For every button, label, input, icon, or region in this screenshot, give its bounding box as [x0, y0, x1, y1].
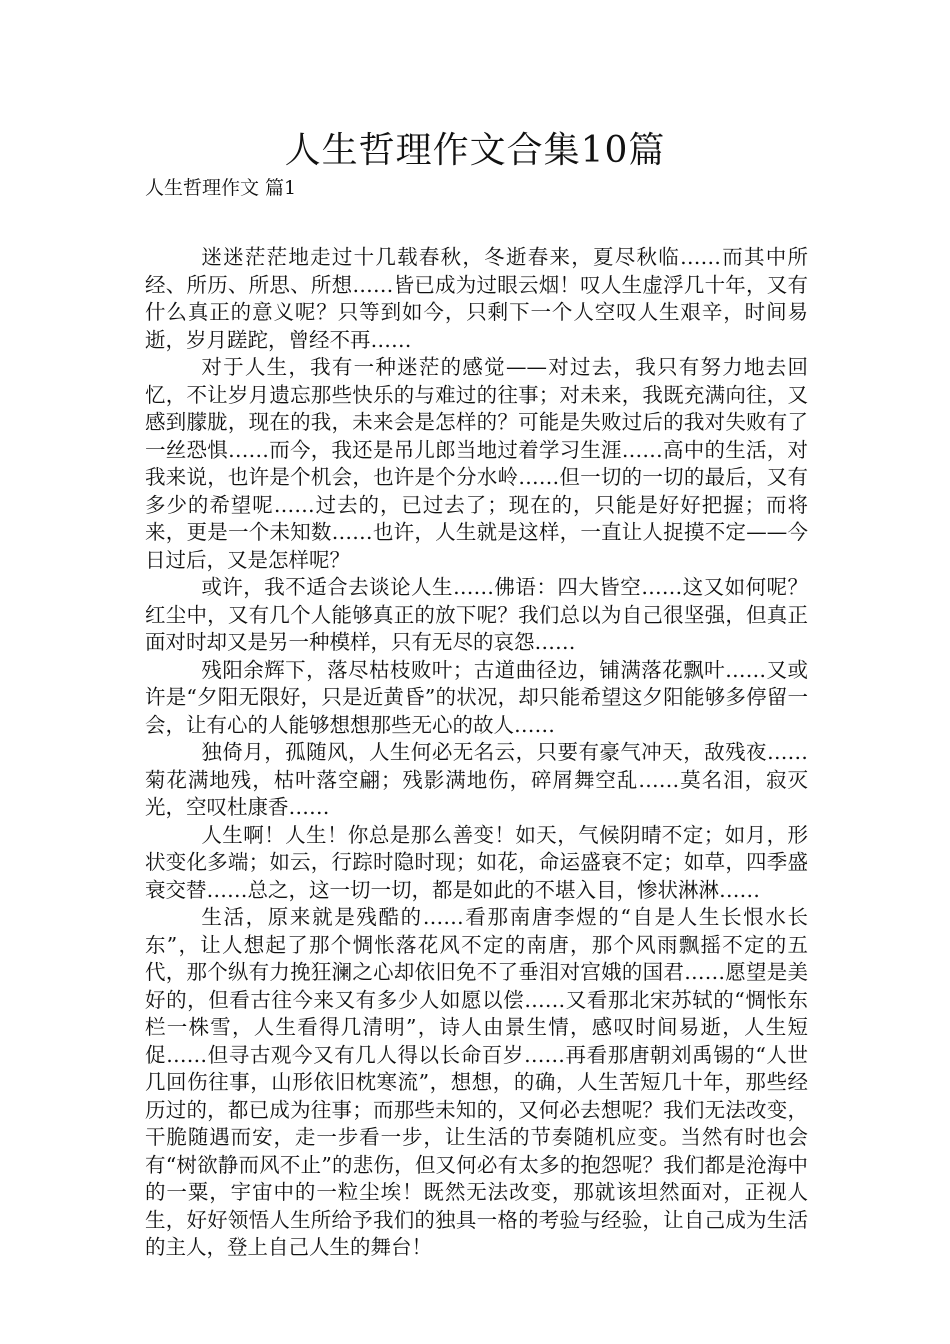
section-heading: 人生哲理作文 篇1 — [145, 177, 297, 199]
paragraph: 生活，原来就是残酷的……看那南唐李煜的“自是人生长恨水长东”，让人想起了那个惆怅落花风不定的南唐，那个风雨飘摇不定的五代，那个纵有力挽狂澜之心却依旧免不了垂泪对宫娥的国君……愿望是美好的，但看古往今来又有多少人如愿以偿……又看那北宋苏轼的“惆怅东栏一株雪，人生看得几清明”，诗人由景生情，感叹时间易逝，人生短促……但寻古观今又有几人得以长命百岁……再看那唐朝刘禹锡的“人世几回伤往事，山形依旧枕寒流”，想想，的确，人生苦短几十年，那些经历过的，都已成为往事；而那些未知的，又何必去想呢？我们无法改变，干脆随遇而安，走一步看一步，让生活的节奏随机应变。当然有时也会有“树欲静而风不止”的悲伤，但又何必有太多的抱怨呢？我们都是沧海中的一粟，宇宙中的一粒尘埃！既然无法改变，那就该坦然面对，正视人生，好好领悟人生所给予我们的独具一格的考验与经验，让自己成为生活的主人，登上自己人生的舞台！ — [145, 905, 808, 1259]
document-title: 人生哲理作文合集10篇 — [284, 130, 666, 171]
paragraph: 或许，我不适合去谈论人生……佛语：四大皆空……这又如何呢？红尘中，又有几个人能够真正的放下呢？我们总以为自己很坚强，但真正面对时却又是另一种模样，只有无尽的哀怨…… — [145, 575, 808, 654]
paragraph: 迷迷茫茫地走过十几载春秋，冬逝春来，夏尽秋临……而其中所经、所历、所思、所想……皆已成为过眼云烟！叹人生虚浮几十年，又有什么真正的意义呢？只等到如今，只剩下一个人空叹人生艰辛，时间易逝，岁月蹉跎，曾经不再…… — [145, 245, 808, 352]
paragraph: 独倚月，孤随风，人生何必无名云，只要有豪气冲天，敌残夜……菊花满地残，枯叶落空翩；残影满地伤，碎屑舞空乱……莫名泪，寂灭光，空叹杜康香…… — [145, 740, 808, 819]
paragraph: 人生啊！人生！你总是那么善变！如天，气候阴晴不定；如月，形状变化多端；如云，行踪时隐时现；如花，命运盛衰不定；如草，四季盛衰交替……总之，这一切一切，都是如此的不堪入目，惨状淋淋…… — [145, 822, 808, 902]
paragraph: 对于人生，我有一种迷茫的感觉——对过去，我只有努力地去回忆，不让岁月遗忘那些快乐的与难过的往事；对未来，我既充满向往，又感到朦胧，现在的我，未来会是怎样的？可能是失败过后的我对失败有了一丝恐惧……而今，我还是吊儿郎当地过着学习生涯……高中的生活，对我来说，也许是个机会，也许是个分水岭……但一切的一切的最后，又有多少的希望呢……过去的，已过去了；现在的，只能是好好把握；而将来，更是一个未知数……也许，人生就是这样，一直让人捉摸不定——今日过后，又是怎样呢？ — [145, 355, 808, 572]
paragraph: 残阳余辉下，落尽枯枝败叶；古道曲径边，铺满落花飘叶……又或许是“夕阳无限好，只是近黄昏”的状况，却只能希望这夕阳能够多停留一会，让有心的人能够想想那些无心的故人…… — [145, 657, 808, 737]
article-body — [145, 244, 808, 1262]
